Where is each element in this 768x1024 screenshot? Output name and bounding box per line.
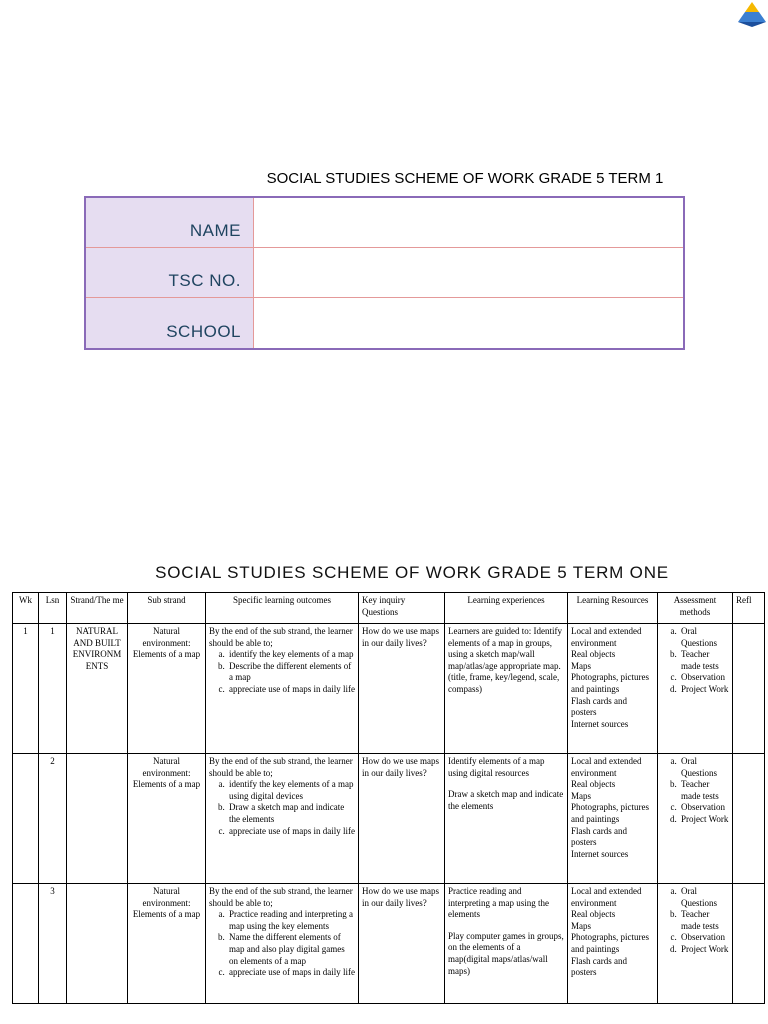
outcome-item: c. appreciate use of maps in daily life	[227, 967, 355, 979]
resource-item: Local and extended environment	[571, 756, 642, 778]
assessment-item: b. Teacher made tests	[679, 909, 729, 932]
assessment-item: d. Project Work	[679, 814, 729, 826]
cell-refl	[733, 884, 765, 1004]
outcome-item: b. Name the different elements of map and also play digital games on elements of a map	[227, 932, 355, 967]
cell-outcomes	[206, 884, 359, 1004]
cell-resources	[568, 754, 658, 884]
cell-assessment	[658, 884, 733, 1004]
outcome-item: c. appreciate use of maps in daily life	[227, 826, 355, 838]
table-row	[13, 624, 765, 754]
cell-strand: NATURAL AND BUILT ENVIRONM ENTS	[67, 624, 128, 754]
assessment-item: c. Observation	[679, 802, 729, 814]
tsc-no-field[interactable]	[254, 248, 683, 298]
cell-lsn: 2	[39, 754, 67, 884]
experience-item: Draw a sketch map and indicate the elements	[448, 789, 564, 811]
assessment-item: d. Project Work	[679, 944, 729, 956]
table-row	[13, 884, 765, 1004]
header-lsn: Lsn	[39, 593, 67, 624]
header-assessment: Assessment methods	[658, 593, 733, 624]
outcomes-intro: By the end of the sub strand, the learner should be able to;	[209, 886, 353, 908]
cell-substrand: Natural environment: Elements of a map	[128, 624, 206, 754]
cell-resources	[568, 884, 658, 1004]
outcome-item: a. identify the key elements of a map using digital devices	[227, 779, 355, 802]
experience-item: Play computer games in groups, on the elements of a map(digital maps/atlas/wall maps)	[448, 930, 564, 976]
cell-assessment	[658, 754, 733, 884]
resource-item: Real objects	[571, 909, 616, 920]
assessment-item: a. Oral Questions	[679, 756, 729, 779]
outcomes-intro: By the end of the sub strand, the learner should be able to;	[209, 756, 353, 778]
cell-strand	[67, 754, 128, 884]
resource-item: Photographs, pictures and paintings	[571, 932, 649, 954]
assessment-item: c. Observation	[679, 672, 729, 684]
table-header-row	[13, 593, 765, 624]
experience-item: Practice reading and interpreting a map using the elements	[448, 886, 549, 920]
cell-substrand: Natural environment: Elements of a map	[128, 754, 206, 884]
assessment-item: b. Teacher made tests	[679, 649, 729, 672]
cell-resources	[568, 624, 658, 754]
assessment-item: b. Teacher made tests	[679, 779, 729, 802]
experience-item: Learners are guided to: Identify elements of a map in groups, using a sketch map/wall map/atlas/age appropriate map. (title, frame, key/legend, scale, compass)	[448, 626, 562, 694]
outcome-item: b. Draw a sketch map and indicate the elements	[227, 802, 355, 825]
cell-question: How do we use maps in our daily lives?	[359, 624, 445, 754]
assessment-item: a. Oral Questions	[679, 886, 729, 909]
scheme-title: SOCIAL STUDIES SCHEME OF WORK GRADE 5 TERM ONE	[155, 563, 669, 582]
header-outcomes: Specific learning outcomes	[206, 593, 359, 624]
school-label: SCHOOL	[86, 298, 254, 348]
cell-lsn: 1	[39, 624, 67, 754]
cell-outcomes	[206, 754, 359, 884]
cell-question: How do we use maps in our daily lives?	[359, 884, 445, 1004]
teacher-info-box	[84, 196, 685, 350]
resource-item: Maps	[571, 790, 591, 801]
cell-strand	[67, 884, 128, 1004]
name-field[interactable]	[254, 198, 683, 248]
resource-item: Maps	[571, 920, 591, 931]
cell-assessment	[658, 624, 733, 754]
resource-item: Flash cards and posters	[571, 695, 627, 718]
cover-title: SOCIAL STUDIES SCHEME OF WORK GRADE 5 TERM 1	[266, 170, 664, 187]
school-field[interactable]	[254, 298, 683, 348]
cell-question: How do we use maps in our daily lives?	[359, 754, 445, 884]
assessment-item: a. Oral Questions	[679, 626, 729, 649]
outcome-item: a. Practice reading and interpreting a map using the key elements	[227, 909, 355, 932]
cell-wk	[13, 754, 39, 884]
resource-item: Maps	[571, 660, 591, 671]
scheme-table	[12, 592, 765, 1004]
cell-outcomes	[206, 624, 359, 754]
cell-substrand: Natural environment: Elements of a map	[128, 884, 206, 1004]
name-label: NAME	[86, 198, 254, 248]
resource-item: Photographs, pictures and paintings	[571, 672, 649, 694]
resource-item: Real objects	[571, 649, 616, 660]
resource-item: Flash cards and posters	[571, 825, 627, 848]
cell-experiences	[445, 624, 568, 754]
assessment-item: d. Project Work	[679, 684, 729, 696]
assessment-item: c. Observation	[679, 932, 729, 944]
cell-wk	[13, 884, 39, 1004]
outcome-item: b. Describe the different elements of a map	[227, 661, 355, 684]
header-questions: Key inquiry Questions	[359, 593, 445, 624]
header-refl: Refl	[733, 593, 765, 624]
header-substrand: Sub strand	[128, 593, 206, 624]
resource-item: Local and extended environment	[571, 886, 642, 908]
cell-refl	[733, 754, 765, 884]
tsc-no-label: TSC NO.	[86, 248, 254, 298]
resource-item: Flash cards and posters	[571, 955, 627, 978]
experience-item: Identify elements of a map using digital resources	[448, 756, 545, 778]
table-row	[13, 754, 765, 884]
cell-wk: 1	[13, 624, 39, 754]
cell-experiences	[445, 754, 568, 884]
resource-item: Internet sources	[571, 718, 629, 729]
outcomes-intro: By the end of the sub strand, the learner should be able to;	[209, 626, 353, 648]
cell-lsn: 3	[39, 884, 67, 1004]
resource-item: Real objects	[571, 779, 616, 790]
pyramid-logo-icon	[736, 0, 768, 28]
outcome-item: c. appreciate use of maps in daily life	[227, 684, 355, 696]
header-wk: Wk	[13, 593, 39, 624]
cell-experiences	[445, 884, 568, 1004]
resource-item: Photographs, pictures and paintings	[571, 802, 649, 824]
resource-item: Internet sources	[571, 848, 629, 859]
cell-refl	[733, 624, 765, 754]
outcome-item: a. identify the key elements of a map	[227, 649, 355, 661]
header-resources: Learning Resources	[568, 593, 658, 624]
resource-item: Local and extended environment	[571, 626, 642, 648]
header-experiences: Learning experiences	[445, 593, 568, 624]
header-strand: Strand/The me	[67, 593, 128, 624]
